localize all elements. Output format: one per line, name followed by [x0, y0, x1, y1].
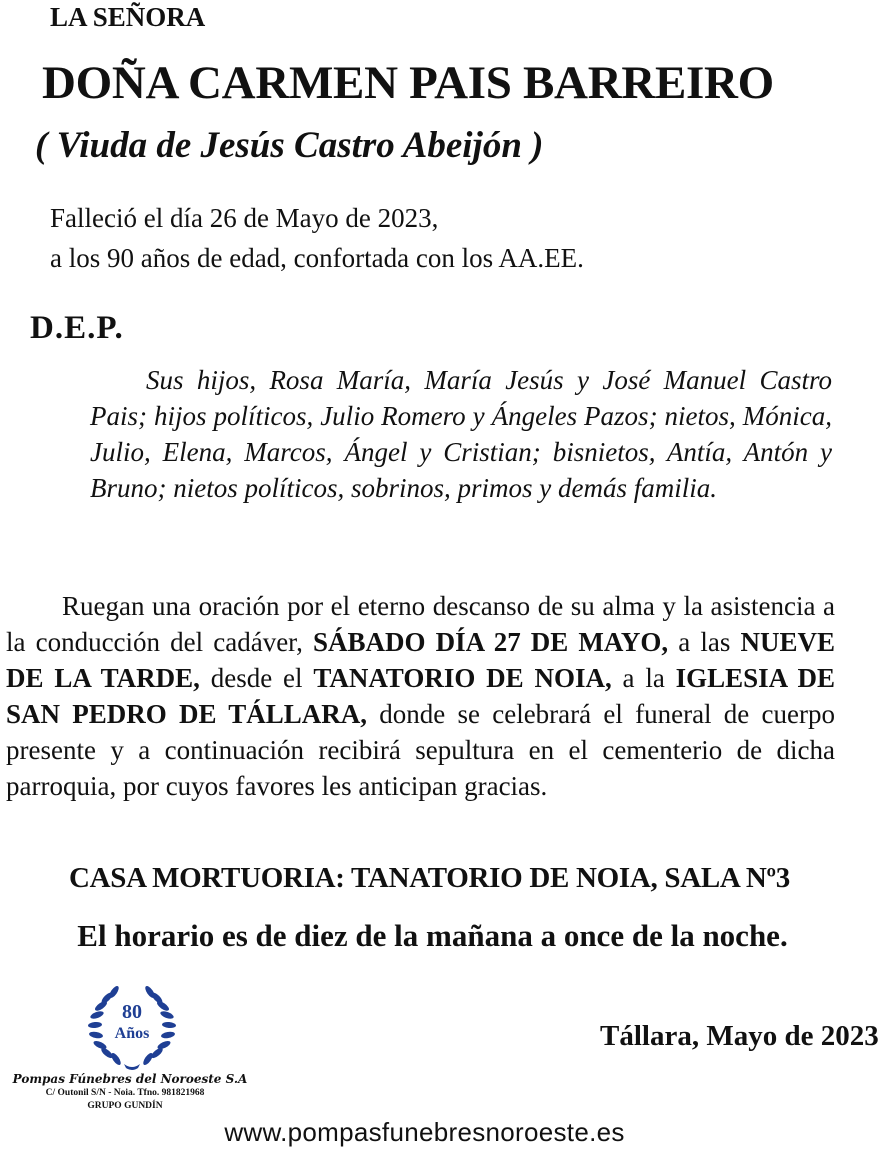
- request-text-5: donde se celebrará el funeral de cuerpo presente y a continuación recibirá sepultura en el cementerio de dicha parroquia, por cuyos favores les anticipan gracias.: [6, 699, 835, 801]
- company-address: C/ Outonil S/N - Noia. Tfno. 981821968: [45, 1088, 205, 1098]
- request-text-4: a la: [611, 663, 676, 693]
- company-group: GRUPO GUNDÍN: [87, 1101, 163, 1111]
- death-date-line: Falleció el día 26 de Mayo de 2023,: [50, 203, 439, 233]
- dep-label: D.E.P.: [30, 310, 124, 346]
- request-text-1: Ruegan una oración por el eterno descanso de su alma y la asistencia a la conducción del cadáver,: [6, 591, 835, 657]
- deceased-name: DOÑA CARMEN PAIS BARREIRO: [42, 57, 774, 109]
- request-origin: TANATORIO DE NOIA,: [313, 663, 612, 693]
- company-name: Pompas Fúnebres del Noroeste S.A: [12, 1072, 248, 1086]
- request-time: NUEVE DE LA TARDE,: [6, 627, 835, 693]
- mortuary-line: CASA MORTUORIA: TANATORIO DE NOIA, SALA Nº3: [68, 862, 791, 894]
- schedule-line: El horario es de diez de la mañana a once de la noche.: [77, 918, 788, 953]
- website-link[interactable]: www.pompasfunebresnoroeste.es: [224, 1117, 625, 1147]
- widow-of-line: ( Viuda de Jesús Castro Abeijón ): [35, 125, 544, 166]
- family-paragraph: Sus hijos, Rosa María, María Jesús y José Manuel Castro Pais; hijos políticos, Julio Romero y Ángeles Pazos; nietos, Mónica, Julio, Elena, Marcos, Ángel y Cristian; bisnietos, Antía, Antón y Bruno; nietos políticos, sobrinos, primos y demás familia.: [90, 365, 832, 503]
- request-church: IGLESIA DE SAN PEDRO DE TÁLLARA,: [6, 663, 835, 729]
- request-text-2: a las: [668, 627, 741, 657]
- company-logo: [10, 980, 250, 1110]
- logo-word: Años: [114, 1025, 150, 1042]
- age-line: a los 90 años de edad, confortada con los AA.EE.: [50, 243, 584, 273]
- request-paragraph: [6, 588, 835, 804]
- laurel-wreath-icon: [80, 980, 184, 1072]
- request-date: SÁBADO DÍA 27 DE MAYO,: [312, 627, 669, 657]
- request-text-3: desde el: [199, 663, 314, 693]
- place-date: Tállara, Mayo de 2023: [600, 1020, 879, 1052]
- notice-heading: LA SEÑORA: [50, 2, 206, 32]
- logo-number: 80: [122, 1001, 142, 1023]
